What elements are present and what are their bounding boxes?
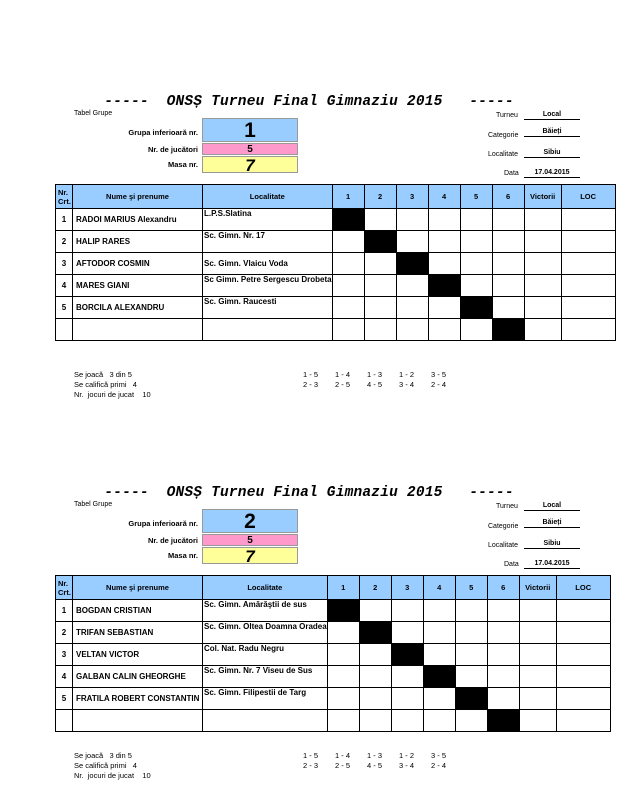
table-row bbox=[56, 253, 616, 275]
victorii-cell bbox=[524, 253, 561, 275]
player-name: FRATILA ROBERT CONSTANTIN bbox=[73, 688, 203, 710]
row-nr bbox=[56, 319, 73, 341]
score-cell bbox=[396, 231, 428, 253]
loc-cell bbox=[556, 666, 610, 688]
score-cell bbox=[460, 231, 492, 253]
col-victorii: Victorii bbox=[524, 185, 561, 209]
pair: 2 - 4 bbox=[431, 380, 447, 389]
score-cell bbox=[460, 209, 492, 231]
row-nr: 5 bbox=[56, 688, 73, 710]
score-cell bbox=[359, 666, 391, 688]
pair: 4 - 5 bbox=[367, 380, 383, 389]
player-name: BORCILA ALEXANDRU bbox=[73, 297, 203, 319]
jucatori-label: Nr. de jucători bbox=[147, 536, 198, 545]
score-cell bbox=[327, 710, 359, 732]
sheet-title: ----- ONSȘ Turneu Final Gimnaziu 2015 ----- bbox=[104, 485, 514, 501]
score-cell bbox=[492, 253, 524, 275]
score-cell bbox=[391, 600, 423, 622]
player-localitate: Col. Nat. Radu Negru bbox=[203, 644, 328, 666]
score-cell bbox=[492, 275, 524, 297]
row-nr: 3 bbox=[56, 644, 73, 666]
pair: 1 - 3 bbox=[367, 370, 383, 379]
victorii-cell bbox=[519, 622, 556, 644]
player-localitate: Sc. Gimn. Raucesti bbox=[203, 297, 333, 319]
data-label: Data bbox=[504, 561, 519, 568]
diagonal-cell bbox=[396, 253, 428, 275]
row-nr: 5 bbox=[56, 297, 73, 319]
grupa-value: 2 bbox=[202, 509, 298, 533]
score-cell bbox=[455, 710, 487, 732]
jucatori-label: Nr. de jucători bbox=[147, 145, 198, 154]
pair: 1 - 2 bbox=[399, 751, 415, 760]
pair: 1 - 5 bbox=[303, 370, 319, 379]
score-cell bbox=[455, 666, 487, 688]
player-localitate: Sc. Gimn. Nr. 17 bbox=[203, 231, 333, 253]
victorii-cell bbox=[524, 231, 561, 253]
footer-nr-jocuri: Nr. jocuri de jucat 10 bbox=[74, 390, 151, 399]
table-row bbox=[56, 231, 616, 253]
score-cell bbox=[487, 666, 519, 688]
score-cell bbox=[327, 644, 359, 666]
localitate-value: Sibiu bbox=[524, 540, 580, 549]
col-nume: Nume şi prenume bbox=[73, 185, 203, 209]
diagonal-cell bbox=[359, 622, 391, 644]
footer-se-califica: Se califică primi 4 bbox=[74, 380, 137, 389]
diagonal-cell bbox=[423, 666, 455, 688]
col-localitate: Localitate bbox=[203, 576, 328, 600]
tabel-grupe-label: Tabel Grupe bbox=[74, 501, 113, 508]
player-localitate: L.P.S.Slatina bbox=[203, 209, 333, 231]
row-nr: 1 bbox=[56, 600, 73, 622]
score-cell bbox=[364, 319, 396, 341]
pair: 2 - 3 bbox=[303, 380, 319, 389]
diagonal-cell bbox=[460, 297, 492, 319]
score-cell bbox=[428, 297, 460, 319]
score-cell bbox=[332, 253, 364, 275]
match-pairs bbox=[303, 751, 463, 771]
turneu-value: Local bbox=[524, 111, 580, 120]
grupa-value: 1 bbox=[202, 118, 298, 142]
pairs-row bbox=[303, 751, 463, 761]
sheet-title: ----- ONSȘ Turneu Final Gimnaziu 2015 ----- bbox=[104, 94, 514, 110]
categorie-value: Băieți bbox=[524, 128, 580, 137]
col-5: 5 bbox=[455, 576, 487, 600]
score-cell bbox=[396, 297, 428, 319]
pair: 3 - 4 bbox=[399, 380, 415, 389]
footer-se-joaca: Se joacă 3 din 5 bbox=[74, 751, 132, 760]
masa-label: Masa nr. bbox=[167, 551, 198, 560]
turneu-label: Turneu bbox=[496, 112, 518, 119]
table-row bbox=[56, 319, 616, 341]
score-cell bbox=[423, 710, 455, 732]
col-localitate: Localitate bbox=[203, 185, 333, 209]
player-name: AFTODOR COSMIN bbox=[73, 253, 203, 275]
table-row bbox=[56, 622, 611, 644]
pair: 2 - 5 bbox=[335, 380, 351, 389]
diagonal-cell bbox=[391, 644, 423, 666]
score-cell bbox=[359, 688, 391, 710]
score-cell bbox=[455, 622, 487, 644]
tabel-grupe-label: Tabel Grupe bbox=[74, 110, 113, 117]
score-cell bbox=[396, 275, 428, 297]
player-name: RADOI MARIUS Alexandru bbox=[73, 209, 203, 231]
victorii-cell bbox=[519, 666, 556, 688]
diagonal-cell bbox=[455, 688, 487, 710]
victorii-cell bbox=[519, 644, 556, 666]
row-nr: 2 bbox=[56, 622, 73, 644]
pairs-row bbox=[303, 370, 463, 380]
col-1: 1 bbox=[332, 185, 364, 209]
group-sheet-2 bbox=[0, 485, 618, 800]
diagonal-cell bbox=[332, 209, 364, 231]
masa-value: 7 bbox=[202, 156, 298, 173]
diagonal-cell bbox=[492, 319, 524, 341]
score-cell bbox=[487, 644, 519, 666]
pair: 1 - 4 bbox=[335, 370, 351, 379]
loc-cell bbox=[561, 275, 615, 297]
categorie-value: Băieți bbox=[524, 519, 580, 528]
score-cell bbox=[332, 297, 364, 319]
score-cell bbox=[460, 319, 492, 341]
score-cell bbox=[423, 644, 455, 666]
pair: 1 - 3 bbox=[367, 751, 383, 760]
score-cell bbox=[391, 710, 423, 732]
col-6: 6 bbox=[487, 576, 519, 600]
table-row bbox=[56, 209, 616, 231]
score-cell bbox=[492, 297, 524, 319]
jucatori-value: 5 bbox=[202, 534, 298, 546]
masa-value: 7 bbox=[202, 547, 298, 564]
col-6: 6 bbox=[492, 185, 524, 209]
masa-label: Masa nr. bbox=[167, 160, 198, 169]
col-loc: LOC bbox=[556, 576, 610, 600]
data-value: 17.04.2015 bbox=[524, 169, 580, 178]
data-label: Data bbox=[504, 170, 519, 177]
score-cell bbox=[428, 319, 460, 341]
diagonal-cell bbox=[327, 600, 359, 622]
col-nume: Nume şi prenume bbox=[73, 576, 203, 600]
col-3: 3 bbox=[396, 185, 428, 209]
table-header-row bbox=[56, 185, 616, 209]
loc-cell bbox=[561, 319, 615, 341]
players-table bbox=[55, 575, 611, 732]
score-cell bbox=[359, 644, 391, 666]
player-name: HALIP RARES bbox=[73, 231, 203, 253]
col-3: 3 bbox=[391, 576, 423, 600]
score-cell bbox=[359, 710, 391, 732]
player-name bbox=[73, 710, 203, 732]
score-cell bbox=[455, 644, 487, 666]
score-cell bbox=[423, 688, 455, 710]
score-cell bbox=[396, 209, 428, 231]
table-row bbox=[56, 688, 611, 710]
col-1: 1 bbox=[327, 576, 359, 600]
row-nr: 4 bbox=[56, 275, 73, 297]
table-header-row bbox=[56, 576, 611, 600]
score-cell bbox=[391, 666, 423, 688]
score-cell bbox=[364, 275, 396, 297]
player-localitate: Sc Gimn. Petre Sergescu Drobeta bbox=[203, 275, 333, 297]
loc-cell bbox=[561, 209, 615, 231]
col-loc: LOC bbox=[561, 185, 615, 209]
grupa-label: Grupa inferioară nr. bbox=[128, 519, 198, 528]
pair: 1 - 4 bbox=[335, 751, 351, 760]
score-cell bbox=[487, 622, 519, 644]
score-cell bbox=[332, 319, 364, 341]
pair: 2 - 5 bbox=[335, 761, 351, 770]
score-cell bbox=[487, 688, 519, 710]
col-nr-crt: Nr. Crt. bbox=[56, 185, 73, 209]
match-pairs bbox=[303, 370, 463, 390]
table-row bbox=[56, 710, 611, 732]
player-localitate bbox=[203, 710, 328, 732]
victorii-cell bbox=[519, 688, 556, 710]
row-nr: 1 bbox=[56, 209, 73, 231]
pairs-row bbox=[303, 380, 463, 390]
player-name bbox=[73, 319, 203, 341]
score-cell bbox=[364, 297, 396, 319]
pair: 3 - 5 bbox=[431, 751, 447, 760]
pair: 3 - 5 bbox=[431, 370, 447, 379]
victorii-cell bbox=[524, 297, 561, 319]
victorii-cell bbox=[524, 209, 561, 231]
score-cell bbox=[423, 622, 455, 644]
pair: 1 - 5 bbox=[303, 751, 319, 760]
pair: 4 - 5 bbox=[367, 761, 383, 770]
pair: 1 - 2 bbox=[399, 370, 415, 379]
victorii-cell bbox=[519, 710, 556, 732]
row-nr: 2 bbox=[56, 231, 73, 253]
categorie-label: Categorie bbox=[488, 523, 519, 530]
score-cell bbox=[332, 275, 364, 297]
localitate-label: Localitate bbox=[488, 542, 518, 549]
player-localitate: Sc. Gimn. Oltea Doamna Oradea bbox=[203, 622, 328, 644]
score-cell bbox=[359, 600, 391, 622]
victorii-cell bbox=[524, 275, 561, 297]
footer-info bbox=[74, 370, 151, 400]
table-row bbox=[56, 600, 611, 622]
score-cell bbox=[391, 688, 423, 710]
loc-cell bbox=[561, 297, 615, 319]
pair: 2 - 4 bbox=[431, 761, 447, 770]
score-cell bbox=[327, 666, 359, 688]
group-sheet-1 bbox=[0, 94, 618, 484]
score-cell bbox=[327, 622, 359, 644]
score-cell bbox=[492, 231, 524, 253]
player-name: TRIFAN SEBASTIAN bbox=[73, 622, 203, 644]
score-cell bbox=[428, 231, 460, 253]
victorii-cell bbox=[519, 600, 556, 622]
pairs-row bbox=[303, 761, 463, 771]
score-cell bbox=[455, 600, 487, 622]
player-name: GALBAN CALIN GHEORGHE bbox=[73, 666, 203, 688]
col-4: 4 bbox=[423, 576, 455, 600]
players-table bbox=[55, 184, 616, 341]
player-localitate bbox=[203, 319, 333, 341]
loc-cell bbox=[561, 253, 615, 275]
player-localitate: Sc. Gimn. Amărăştii de sus bbox=[203, 600, 328, 622]
table-row bbox=[56, 297, 616, 319]
diagonal-cell bbox=[428, 275, 460, 297]
row-nr bbox=[56, 710, 73, 732]
pair: 2 - 3 bbox=[303, 761, 319, 770]
player-name: MARES GIANI bbox=[73, 275, 203, 297]
table-row bbox=[56, 644, 611, 666]
grupa-label: Grupa inferioară nr. bbox=[128, 128, 198, 137]
loc-cell bbox=[556, 688, 610, 710]
player-name: VELTAN VICTOR bbox=[73, 644, 203, 666]
turneu-label: Turneu bbox=[496, 503, 518, 510]
loc-cell bbox=[556, 600, 610, 622]
score-cell bbox=[423, 600, 455, 622]
player-localitate: Sc. Gimn. Nr. 7 Viseu de Sus bbox=[203, 666, 328, 688]
loc-cell bbox=[556, 622, 610, 644]
localitate-value: Sibiu bbox=[524, 149, 580, 158]
loc-cell bbox=[556, 644, 610, 666]
data-value: 17.04.2015 bbox=[524, 560, 580, 569]
score-cell bbox=[364, 209, 396, 231]
score-cell bbox=[487, 600, 519, 622]
player-localitate: Sc. Gimn. Filipestii de Targ bbox=[203, 688, 328, 710]
player-name: BOGDAN CRISTIAN bbox=[73, 600, 203, 622]
score-cell bbox=[391, 622, 423, 644]
score-cell bbox=[460, 253, 492, 275]
col-5: 5 bbox=[460, 185, 492, 209]
diagonal-cell bbox=[487, 710, 519, 732]
col-nr-crt: Nr. Crt. bbox=[56, 576, 73, 600]
localitate-label: Localitate bbox=[488, 151, 518, 158]
score-cell bbox=[460, 275, 492, 297]
score-cell bbox=[364, 253, 396, 275]
turneu-value: Local bbox=[524, 502, 580, 511]
score-cell bbox=[492, 209, 524, 231]
col-4: 4 bbox=[428, 185, 460, 209]
score-cell bbox=[428, 253, 460, 275]
footer-se-joaca: Se joacă 3 din 5 bbox=[74, 370, 132, 379]
score-cell bbox=[396, 319, 428, 341]
score-cell bbox=[428, 209, 460, 231]
row-nr: 3 bbox=[56, 253, 73, 275]
footer-nr-jocuri: Nr. jocuri de jucat 10 bbox=[74, 771, 151, 780]
score-cell bbox=[332, 231, 364, 253]
loc-cell bbox=[556, 710, 610, 732]
jucatori-value: 5 bbox=[202, 143, 298, 155]
victorii-cell bbox=[524, 319, 561, 341]
categorie-label: Categorie bbox=[488, 132, 519, 139]
table-row bbox=[56, 666, 611, 688]
pair: 3 - 4 bbox=[399, 761, 415, 770]
loc-cell bbox=[561, 231, 615, 253]
table-row bbox=[56, 275, 616, 297]
col-victorii: Victorii bbox=[519, 576, 556, 600]
row-nr: 4 bbox=[56, 666, 73, 688]
footer-info bbox=[74, 751, 151, 781]
score-cell bbox=[327, 688, 359, 710]
player-localitate: Sc. Gimn. Vlaicu Voda bbox=[203, 253, 333, 275]
footer-se-califica: Se califică primi 4 bbox=[74, 761, 137, 770]
diagonal-cell bbox=[364, 231, 396, 253]
col-2: 2 bbox=[364, 185, 396, 209]
col-2: 2 bbox=[359, 576, 391, 600]
